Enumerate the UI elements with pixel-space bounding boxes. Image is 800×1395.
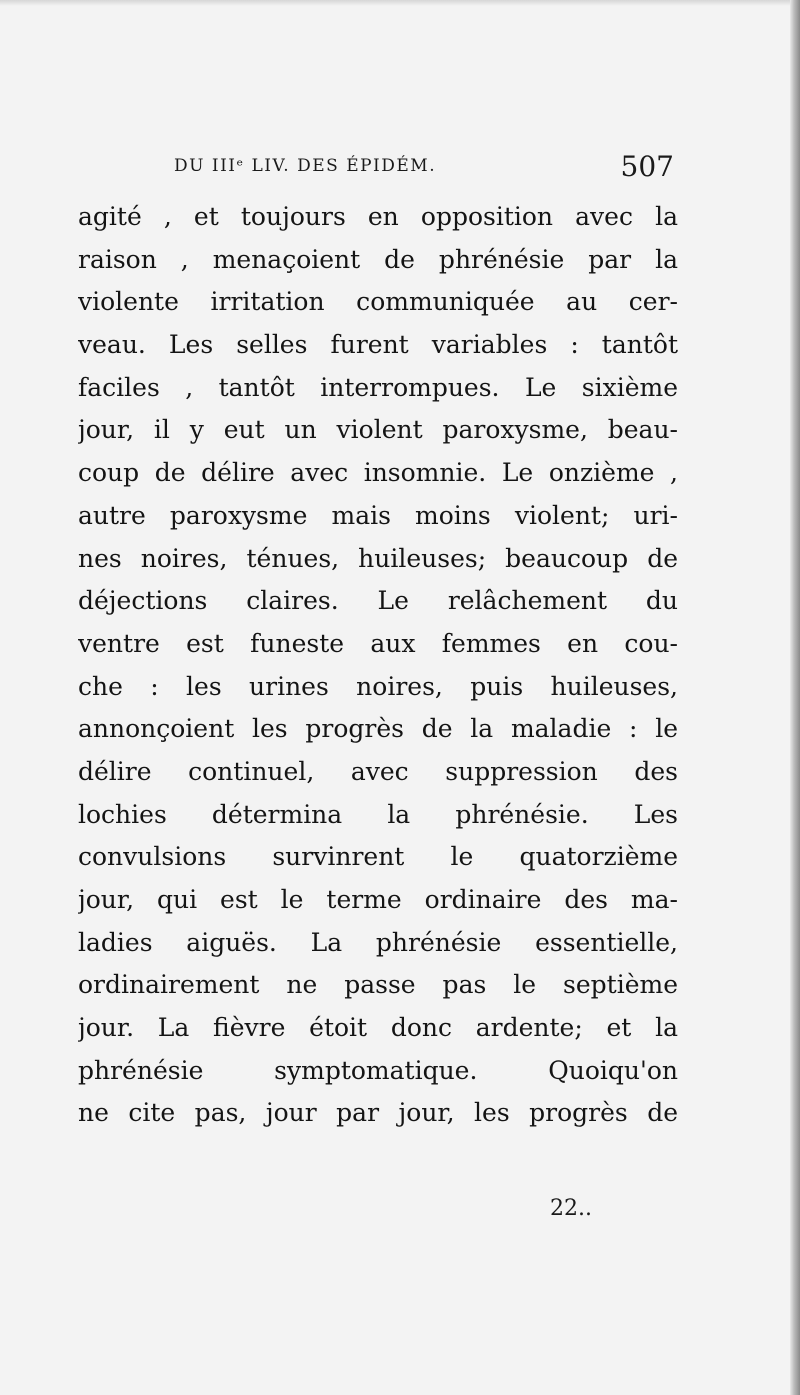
body-text: [78, 196, 678, 1135]
text-line: faciles , tantôt interrompues. Le sixième: [78, 372, 678, 402]
text-line: ladies aiguës. La phrénésie essentielle,: [78, 927, 678, 957]
page-number: 507: [620, 150, 674, 183]
signature-mark: 22..: [550, 1196, 592, 1221]
text-line: raison , menaçoient de phrénésie par la: [78, 244, 678, 274]
text-line: phrénésie symptomatique. Quoiqu'on: [78, 1055, 678, 1085]
text-line: annonçoient les progrès de la maladie : le: [78, 714, 678, 744]
text-line: violente irritation communiquée au cer-: [78, 287, 678, 317]
text-line: coup de délire avec insomnie. Le onzième ,: [78, 458, 678, 488]
text-line: ne cite pas, jour par jour, les progrès de: [78, 1098, 678, 1128]
text-line: convulsions survinrent le quatorzième: [78, 842, 678, 872]
text-line: ventre est funeste aux femmes en cou-: [78, 628, 678, 658]
running-title: DU IIIᵉ LIV. DES ÉPIDÉM.: [174, 156, 437, 176]
text-line: jour, il y eut un violent paroxysme, beau-: [78, 415, 678, 445]
text-line: déjections claires. Le relâchement du: [78, 586, 678, 616]
text-line: jour, qui est le terme ordinaire des ma-: [78, 885, 678, 914]
text-line: délire continuel, avec suppression des: [78, 756, 678, 786]
scan-edge-right: [790, 0, 800, 1395]
text-line: jour. La fièvre étoit donc ardente; et la: [78, 1013, 678, 1043]
text-line: che : les urines noires, puis huileuses,: [78, 671, 678, 701]
text-line: autre paroxysme mais moins violent; uri-: [78, 500, 678, 530]
text-line: agité , et toujours en opposition avec la: [78, 202, 678, 231]
text-line: lochies détermina la phrénésie. Les: [78, 799, 678, 829]
text-line: veau. Les selles furent variables : tantôt: [78, 330, 678, 360]
running-head: [78, 150, 678, 190]
scan-edge-top: [0, 0, 800, 6]
text-line: nes noires, ténues, huileuses; beaucoup de: [78, 543, 678, 573]
text-line: ordinairement ne passe pas le septième: [78, 970, 678, 1000]
